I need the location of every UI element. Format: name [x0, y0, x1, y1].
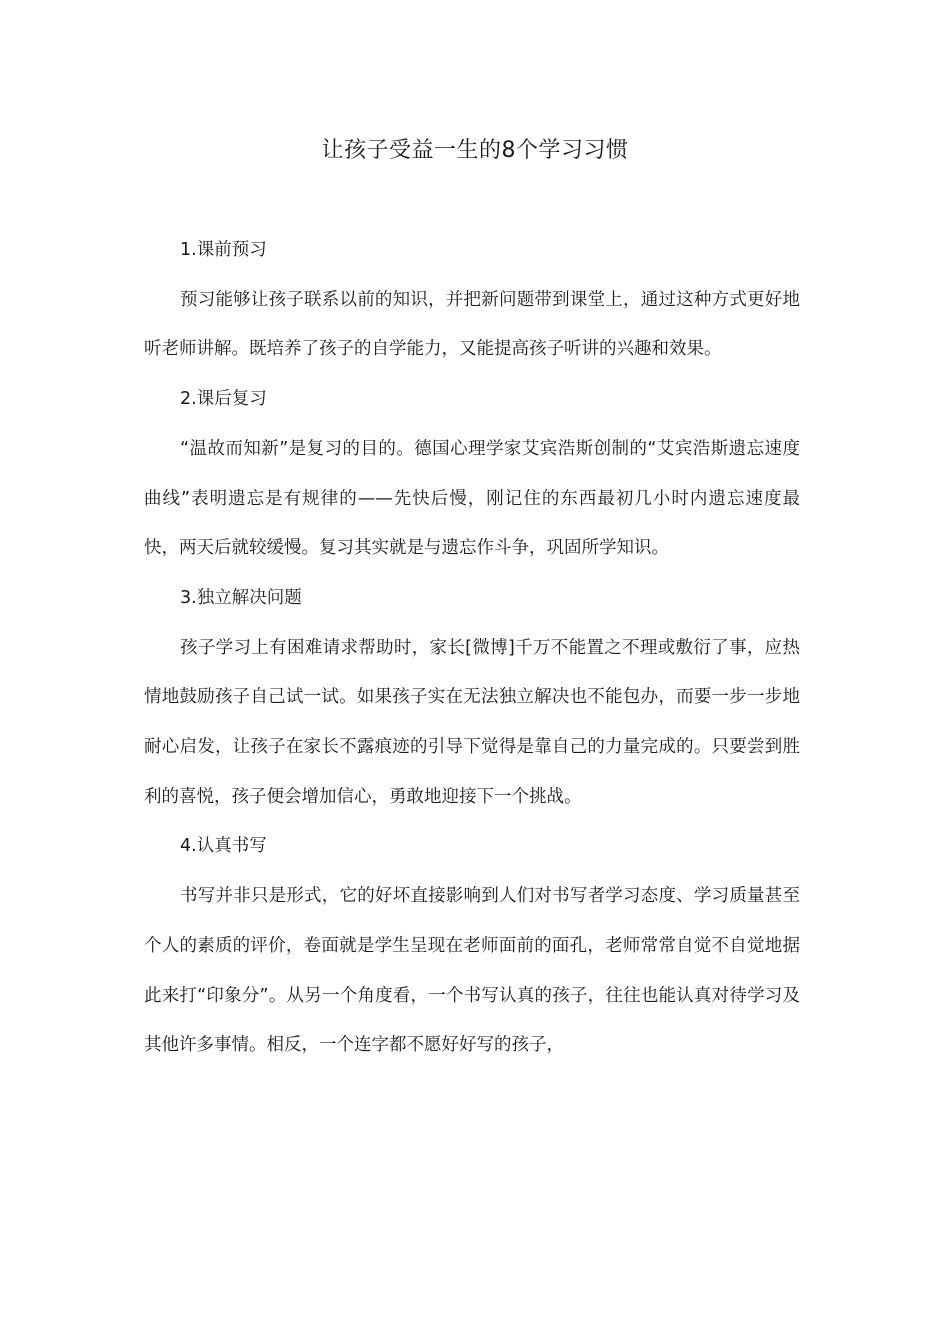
- section-paragraph-preview: 预习能够让孩子联系以前的知识，并把新问题带到课堂上，通过这种方式更好地听老师讲解。既培养了孩子的自学能力，又能提高孩子听讲的兴趣和效果。: [144, 289, 800, 360]
- document-title: 让孩子受益一生的8个学习习惯: [321, 138, 629, 163]
- section-paragraph-independent: 孩子学习上有困难请求帮助时，家长[微博]千万不能置之不理或敷衍了事，应热情地鼓励孩子自己试一试。如果孩子实在无法独立解决也不能包办，而要一步一步地耐心启发，让孩子在家长不露痕迹的引导下觉得是靠自己的力量完成的。只要尝到胜利的喜悦，孩子便会增加信心，勇敢地迎接下一个挑战。: [144, 637, 800, 807]
- section-paragraph-writing: 书写并非只是形式，它的好坏直接影响到人们对书写者学习态度、学习质量甚至个人的素质的评价，卷面就是学生呈现在老师面前的面孔，老师常常自觉不自觉地据此来打“印象分”。从另一个角度看，一个书写认真的孩子，往往也能认真对待学习及其他许多事情。相反，一个连字都不愿好好写的孩子，: [144, 886, 800, 1056]
- section-heading-writing: 4.认真书写: [180, 836, 267, 857]
- section-paragraph-review: “温故而知新”是复习的目的。德国心理学家艾宾浩斯创制的“艾宾浩斯遗忘速度曲线”表明遗忘是有规律的——先快后慢，刚记住的东西最初几小时内遗忘速度最快，两天后就较缓慢。复习其实就是与遗忘作斗争，巩固所学知识。: [144, 438, 800, 559]
- section-heading-review: 2.课后复习: [180, 389, 267, 410]
- document-body: [144, 226, 800, 1071]
- section-heading-preview: 1.课前预习: [180, 240, 267, 260]
- section-heading-independent: 3.独立解决问题: [180, 587, 302, 608]
